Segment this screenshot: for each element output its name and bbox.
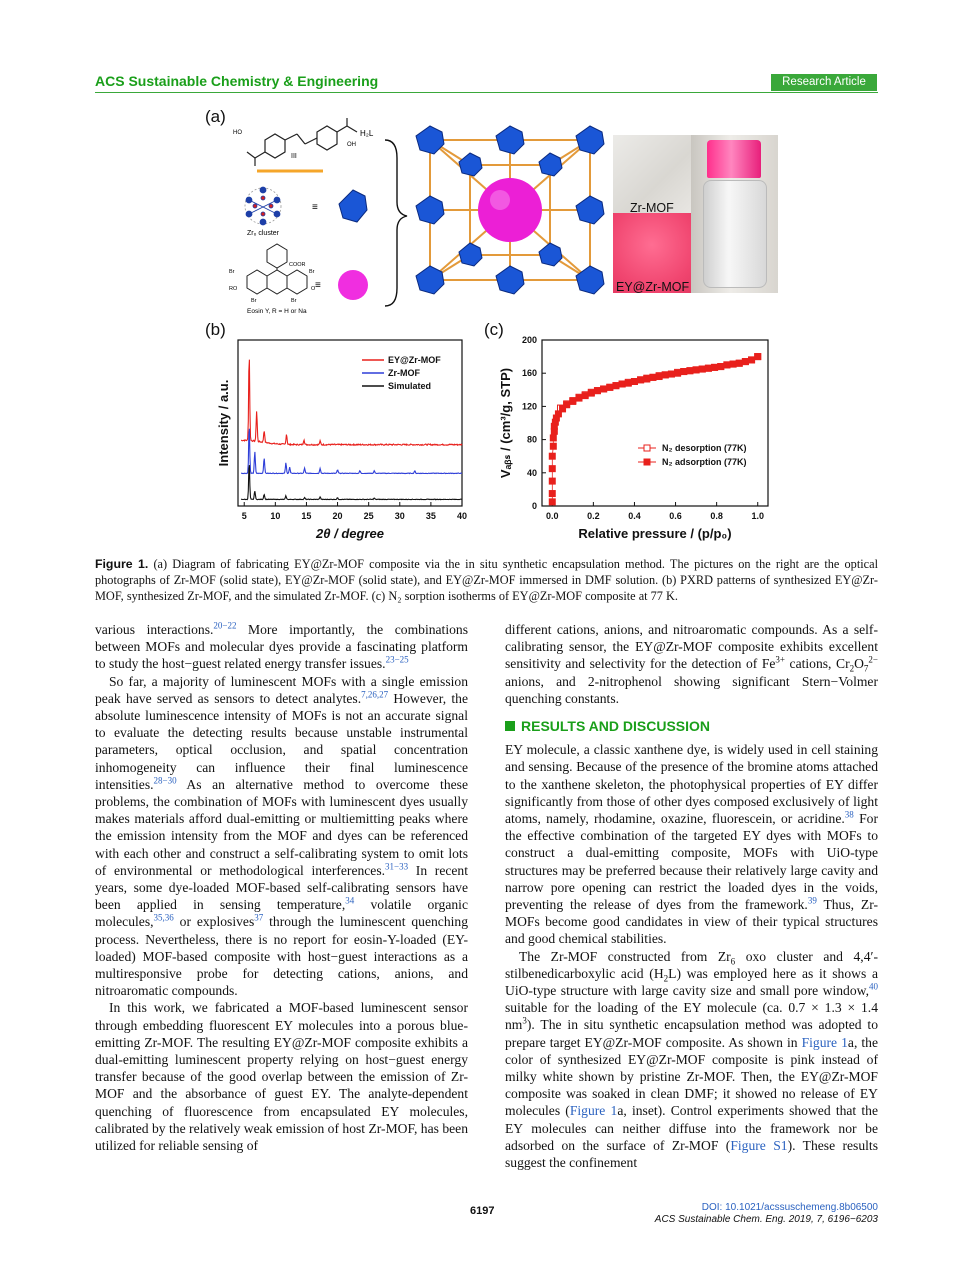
data-point: [549, 478, 555, 484]
legend-label: N₂ adsorption (77K): [662, 457, 747, 467]
eosin-ro-text: RO: [229, 286, 238, 292]
x-tick-label: 15: [301, 511, 312, 521]
ligand-structure: [247, 118, 357, 166]
x-tick-label: 1.0: [751, 511, 764, 521]
ligand-ho-text: HO: [233, 130, 242, 136]
data-point: [675, 370, 681, 376]
zr6-cluster-structure: [245, 187, 281, 225]
x-tick-label: 35: [425, 511, 436, 521]
eosin-o-text: O: [311, 286, 316, 292]
y-tick-label: 200: [521, 335, 537, 345]
eosin-coor-text: COOR: [289, 262, 306, 268]
data-point: [718, 364, 724, 370]
sorption-chart: [488, 330, 778, 545]
right-paragraph-3: The Zr-MOF constructed from $Zr_6$ oxo cluster and 4,4′-stilbenedicarboxylic acid $(H_2L)$ was employed here as it shows a UiO-type structure with large cavity size and small pore window,$^{40}$ suitable for the loading of the EY molecule (ca. 0.7 × 1.3 × 1.4 $nm^3$). The in situ synthetic encapsulation method was adopted to prepare target EY@Zr-MOF composite. As shown in Figure 1a, the color of synthesized EY@Zr-MOF composite is pink instead of milky white shown by pristine Zr-MOF. Then, the EY@Zr-MOF composite was soaked in clean DMF; it showed no release of EY molecules (Figure 1a, inset). Control experiments showed that the EY molecules can neither diffuse into the framework nor be adsorbed on the surface of Zr-MOF (Figure S1). These results suggest the confinement: [505, 948, 879, 1171]
data-point: [549, 466, 555, 472]
data-point: [631, 379, 637, 385]
doi-block: [655, 1202, 878, 1226]
series-line: [241, 465, 462, 500]
right-paragraph-1: different cations, anions, and nitroaromatic compounds. As a self-calibrating sensor, the EY@Zr-MOF composite exhibits excellent sensitivity and selectivity for the detection of $Fe^{3+}$ cations, $Cr_2O_7^{2-}$ anions, and 2-nitrophenol showing significant Stern−Volmer quenching constants.: [505, 622, 878, 706]
data-point: [681, 369, 687, 375]
data-point: [588, 390, 594, 396]
x-tick-label: 0.2: [587, 511, 600, 521]
data-point: [549, 453, 555, 459]
data-point: [619, 381, 625, 387]
x-tick-label: 0.6: [669, 511, 682, 521]
brace: [385, 140, 407, 306]
citation-link[interactable]: 34: [345, 895, 355, 906]
journal-title: ACS Sustainable Chemistry & Engineering: [95, 73, 379, 89]
data-point: [749, 357, 755, 363]
panel-a-label: (a): [205, 107, 226, 126]
data-point: [644, 376, 650, 382]
section-square-icon: [505, 721, 515, 731]
x-tick-label: 40: [456, 511, 468, 521]
eosin-br-text-2: Br: [309, 269, 315, 275]
data-point: [564, 402, 570, 408]
eosin-label: Eosin Y, R = H or Na: [247, 308, 307, 315]
data-point: [549, 491, 555, 497]
figure-link[interactable]: Figure 1: [801, 1034, 848, 1050]
equiv-sign-1: III: [291, 153, 297, 160]
zr-mof-photo-label: Zr-MOF: [630, 201, 674, 215]
figure-caption: [95, 556, 878, 604]
x-axis-label: Relative pressure / (p/p₀): [578, 526, 732, 541]
data-point: [730, 361, 736, 367]
x-tick-label: 30: [394, 511, 405, 521]
data-point: [736, 360, 742, 366]
ey-guest-sphere: [478, 178, 542, 242]
data-point: [638, 377, 644, 383]
data-point: [549, 499, 555, 505]
data-point: [550, 435, 556, 441]
data-point: [625, 380, 631, 386]
mof-framework-diagram: [410, 120, 610, 300]
equiv-sign-2: ≡: [312, 202, 318, 213]
data-point: [607, 384, 613, 390]
data-point: [601, 386, 607, 392]
eosin-br-text-1: Br: [229, 269, 235, 275]
y-axis-label: Intensity / a.u.: [216, 379, 231, 467]
citation-link[interactable]: 7,26,27: [361, 689, 389, 700]
citation-text: ACS Sustainable Chem. Eng. 2019, 7, 6196−6203: [654, 1214, 878, 1225]
series-line: [241, 429, 462, 474]
y-tick-label: 120: [521, 401, 537, 412]
x-axis-label: 2θ / degree: [316, 526, 384, 541]
left-paragraph-3: In this work, we fabricated a MOF-based luminescent sensor through embedding fluorescent EY molecules into a porous blue-emitting Zr-MOF. The resulting EY@Zr-MOF composite exhibits a dual-emitting luminescent property relying on host−guest energy transfer because of the good overlap between the emission of Zr-MOF and the absorbance of guest EY. The analyte-dependent quenching of fluorescence from encapsulated EY molecules, calibrated by the relatively weak emission of host Zr-MOF, has been utilized for reliable sensing of: [95, 1000, 468, 1154]
citation-link[interactable]: 38: [844, 809, 854, 820]
legend-label: EY@Zr-MOF: [388, 355, 441, 365]
y-axis-label: Vₐᵦₛ / (cm³/g, STP): [498, 367, 513, 479]
eosin-br-text-3: Br: [251, 298, 257, 304]
data-point: [712, 364, 718, 370]
data-point: [755, 354, 761, 360]
x-tick-label: 25: [363, 511, 374, 521]
ey-zr-mof-photo-label: EY@Zr-MOF: [616, 280, 690, 294]
legend-swatch: [644, 445, 650, 451]
series-line: [241, 360, 462, 446]
citation-link[interactable]: 31−33: [385, 861, 409, 872]
data-point: [650, 374, 656, 380]
left-paragraph-2: So far, a majority of luminescent MOFs with a single emission peak have served as sensors to detect analytes.$^{7,26,27}$ However, the absolute luminescence intensity of MOFs is not an accurate signal to evaluate the detecting results because unstable instrumental parameters, optical occlusion, and spatial concentration inhomogeneity can influence their final luminescence intensities.$^{28-30}$ As an alternative method to overcome these problems, the combination of MOFs with luminescent dyes usually makes materials afford dual-emitting or multiemitting peaks where the emission intensity from the MOF and dyes can be referenced with each other and construct a self-calibrating system to omit lots of environmental or methodological interferences.$^{31-33}$ In recent years, some dye-loaded MOF-based self-calibrating sensors have been applied in sensing temperature,$^{34}$ volatile organic molecules,$^{35,36}$ or explosives$^{37}$ through the luminescent quenching process. Nevertheless, there is no report for eosin-Y-loaded (EY-loaded) MOF-based composite with host−guest interactions as a multiresponsive probe for detecting cations, anions, and nitroaromatic compounds.: [95, 673, 468, 999]
x-tick-label: 5: [241, 511, 247, 521]
x-tick-label: 0.4: [628, 511, 641, 521]
panel-b-label: (b): [205, 320, 226, 339]
vial-body: [703, 180, 767, 288]
citation-link[interactable]: 23−25: [385, 654, 409, 665]
figure-link[interactable]: Figure S1: [730, 1137, 788, 1153]
vial-cap: [707, 140, 761, 178]
citation-link[interactable]: 35,36: [153, 912, 174, 923]
ligand-label: H₂L: [360, 129, 374, 138]
eosin-structure: [247, 244, 307, 294]
x-tick-label: 10: [270, 511, 281, 521]
right-paragraph-2: EY molecule, a classic xanthene dye, is widely used in cell staining and sensing. Because of the presence of the bromine atoms attached to the xanthene skeleton, the photophysical properties of EY differ significantly from those of other dyes composed exclusively of light atoms, namely, rhodamine, oxazine, fluorescein, or acridine.$^{38}$ For the effective combination of the targeted EY dyes with MOFs to construct a dual-emitting composite, MOFs with UiO-type structures may be preferred because their relatively large cavity and narrow pore opening can restrict the loaded dyes in the voids, preventing the release of dyes from the framework.$^{39}$ Thus, Zr-MOFs become good candidates in view of their typical structures and good chemical stabilities.: [505, 742, 878, 947]
article-type-badge: Research Article: [771, 74, 877, 91]
y-tick-label: 160: [521, 368, 537, 379]
data-point: [550, 443, 556, 449]
equiv-sign-3: ≡: [315, 280, 321, 291]
ligand-oh-text: OH: [347, 142, 356, 148]
y-tick-label: 0: [531, 501, 537, 511]
right-column: [505, 621, 878, 1171]
legend-label: N₂ desorption (77K): [662, 443, 747, 453]
zr-cluster-polyhedron: [339, 190, 367, 222]
data-point: [705, 365, 711, 371]
cluster-label: Zr₆ cluster: [247, 230, 279, 237]
x-tick-label: 0.0: [546, 511, 559, 521]
eosin-sphere: [338, 270, 368, 300]
data-point: [662, 372, 668, 378]
data-point: [656, 374, 662, 380]
data-point: [693, 367, 699, 373]
data-point: [687, 368, 693, 374]
eosin-br-text-4: Br: [291, 298, 297, 304]
header-rule: [95, 92, 878, 93]
data-point: [594, 388, 600, 394]
left-column: [95, 621, 468, 1154]
data-point: [582, 393, 588, 399]
y-tick-label: 40: [526, 467, 537, 478]
caption-text: (a) Diagram of fabricating EY@Zr-MOF composite via the in situ synthetic encapsulation method. The pictures on the right are the optical photographs of Zr-MOF (solid state), EY@Zr-MOF (solid state), and EY@Zr-MOF immersed in DMF solution. (b) PXRD patterns of synthesized EY@Zr-MOF, synthesized Zr-MOF, and the simulated Zr-MOF. (c) N₂ sorption isotherms of EY@Zr-MOF composite at 77 K.: [95, 557, 878, 603]
caption-label: Figure 1.: [95, 557, 149, 571]
citation-link[interactable]: 39: [807, 895, 817, 906]
legend-label: Simulated: [388, 381, 432, 391]
data-point: [576, 395, 582, 401]
doi-link[interactable]: DOI: 10.1021/acssuschemeng.8b06500: [701, 1202, 878, 1213]
y-tick-label: 80: [526, 434, 537, 445]
data-point: [699, 366, 705, 372]
legend-swatch: [644, 459, 650, 465]
section-heading: RESULTS AND DISCUSSION: [505, 718, 878, 735]
page-number: 6197: [470, 1205, 495, 1217]
citation-link[interactable]: 37: [254, 912, 264, 923]
figure-link[interactable]: Figure 1: [569, 1103, 618, 1119]
left-paragraph-1: various interactions.$^{20-22}$ More importantly, the combinations between MOFs and molecular dyes provide a fascinating platform to study the host−guest related energy transfer issues.$^{23-25}$: [95, 620, 468, 672]
citation-link[interactable]: 40: [869, 981, 878, 992]
data-point: [668, 371, 674, 377]
data-point: [613, 383, 619, 389]
data-point: [570, 398, 576, 404]
pxrd-chart: [210, 330, 480, 545]
panel-c-label: (c): [484, 320, 504, 339]
x-tick-label: 0.8: [710, 511, 723, 521]
citation-link[interactable]: 28−30: [153, 775, 177, 786]
data-point: [742, 359, 748, 365]
legend-label: Zr-MOF: [388, 368, 420, 378]
x-tick-label: 20: [332, 511, 343, 521]
data-point: [724, 362, 730, 368]
citation-link[interactable]: 20−22: [213, 620, 237, 631]
